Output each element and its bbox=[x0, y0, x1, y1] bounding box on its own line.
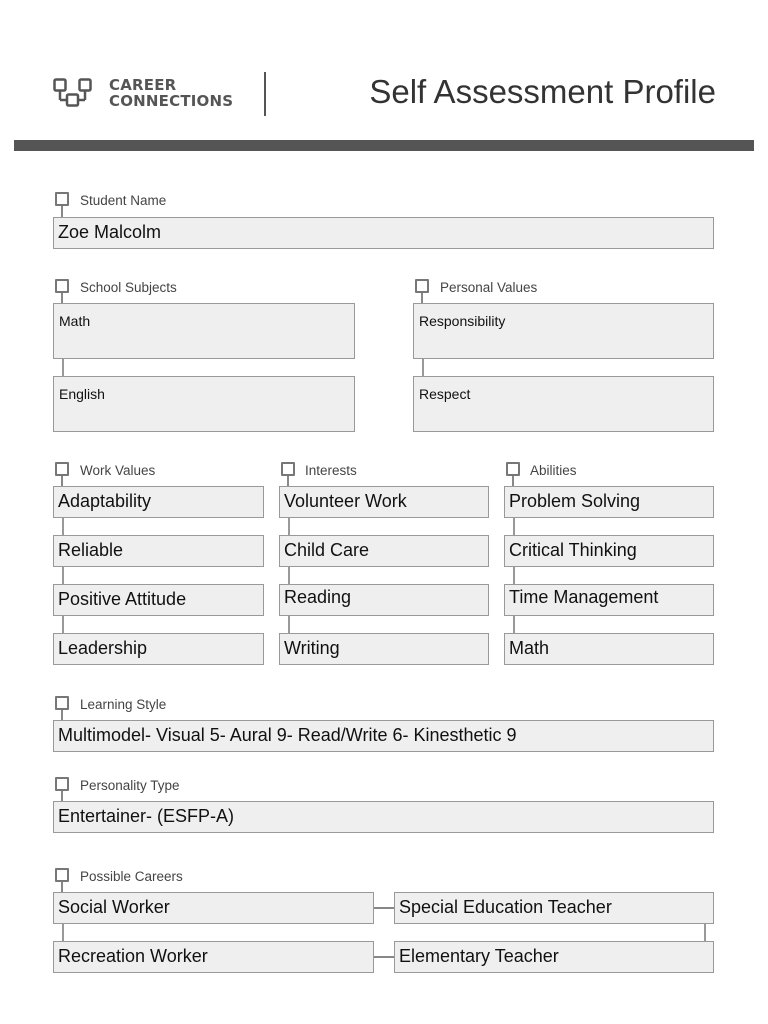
interest-field[interactable]: Volunteer Work bbox=[279, 486, 489, 518]
connector bbox=[62, 616, 64, 633]
abilities-label: Abilities bbox=[530, 463, 577, 478]
work-value-field[interactable]: Adaptability bbox=[53, 486, 264, 518]
connector bbox=[62, 567, 64, 584]
connector bbox=[62, 924, 64, 941]
work-value-field[interactable]: Positive Attitude bbox=[53, 584, 264, 616]
checkbox-icon bbox=[55, 192, 69, 206]
connector bbox=[513, 616, 515, 633]
connector bbox=[374, 907, 394, 909]
checkbox-icon bbox=[55, 777, 69, 791]
label-stem bbox=[61, 293, 63, 303]
ability-field[interactable]: Math bbox=[504, 633, 714, 665]
work-value-field[interactable]: Leadership bbox=[53, 633, 264, 665]
connector bbox=[288, 616, 290, 633]
header-divider bbox=[264, 72, 266, 116]
career-field[interactable]: Recreation Worker bbox=[53, 941, 374, 973]
connector bbox=[704, 924, 706, 941]
label-stem bbox=[61, 710, 63, 720]
career-field[interactable]: Social Worker bbox=[53, 892, 374, 924]
school-subject-field[interactable]: Math bbox=[53, 303, 355, 359]
label-stem bbox=[61, 791, 63, 801]
student-name-field[interactable]: Zoe Malcolm bbox=[53, 217, 714, 249]
header-bar bbox=[14, 140, 754, 151]
career-field[interactable]: Special Education Teacher bbox=[394, 892, 714, 924]
logo-text bbox=[109, 77, 233, 109]
personal-values-label: Personal Values bbox=[440, 280, 538, 295]
connector bbox=[374, 956, 394, 958]
checkbox-icon bbox=[55, 696, 69, 710]
personality-type-field[interactable]: Entertainer- (ESFP-A) bbox=[53, 801, 714, 833]
checkbox-icon bbox=[55, 279, 69, 293]
label-stem bbox=[61, 882, 63, 892]
school-subject-field[interactable]: English bbox=[53, 376, 355, 432]
ability-field[interactable]: Critical Thinking bbox=[504, 535, 714, 567]
logo-icon bbox=[53, 78, 97, 108]
connector bbox=[513, 567, 515, 584]
ability-field[interactable]: Time Management bbox=[504, 584, 714, 616]
career-field[interactable]: Elementary Teacher bbox=[394, 941, 714, 973]
checkbox-icon bbox=[415, 279, 429, 293]
label-stem bbox=[512, 476, 514, 486]
logo-line2: CONNECTIONS bbox=[109, 92, 234, 110]
possible-careers-label: Possible Careers bbox=[80, 869, 183, 884]
ability-field[interactable]: Problem Solving bbox=[504, 486, 714, 518]
work-value-field[interactable]: Reliable bbox=[53, 535, 264, 567]
connector bbox=[422, 359, 424, 376]
checkbox-icon bbox=[281, 462, 295, 476]
checkbox-icon bbox=[55, 462, 69, 476]
personal-value-field[interactable]: Responsibility bbox=[413, 303, 714, 359]
work-values-label: Work Values bbox=[80, 463, 156, 478]
school-subjects-label: School Subjects bbox=[80, 280, 177, 295]
checkbox-icon bbox=[506, 462, 520, 476]
logo-line1: CAREER bbox=[109, 76, 177, 94]
connector bbox=[62, 359, 64, 376]
label-stem bbox=[61, 206, 63, 217]
checkbox-icon bbox=[55, 868, 69, 882]
page-title: Self Assessment Profile bbox=[369, 73, 716, 110]
connector bbox=[288, 518, 290, 535]
interest-field[interactable]: Child Care bbox=[279, 535, 489, 567]
learning-style-field[interactable]: Multimodel- Visual 5- Aural 9- Read/Write 6- Kinesthetic 9 bbox=[53, 720, 714, 752]
learning-style-label: Learning Style bbox=[80, 697, 167, 712]
personal-value-field[interactable]: Respect bbox=[413, 376, 714, 432]
interest-field[interactable]: Reading bbox=[279, 584, 489, 616]
student-name-label: Student Name bbox=[80, 193, 167, 208]
label-stem bbox=[61, 476, 63, 486]
interests-label: Interests bbox=[305, 463, 357, 478]
personality-type-label: Personality Type bbox=[80, 778, 180, 793]
connector bbox=[62, 518, 64, 535]
interest-field[interactable]: Writing bbox=[279, 633, 489, 665]
label-stem bbox=[287, 476, 289, 486]
connector bbox=[513, 518, 515, 535]
connector bbox=[288, 567, 290, 584]
label-stem bbox=[421, 293, 423, 303]
